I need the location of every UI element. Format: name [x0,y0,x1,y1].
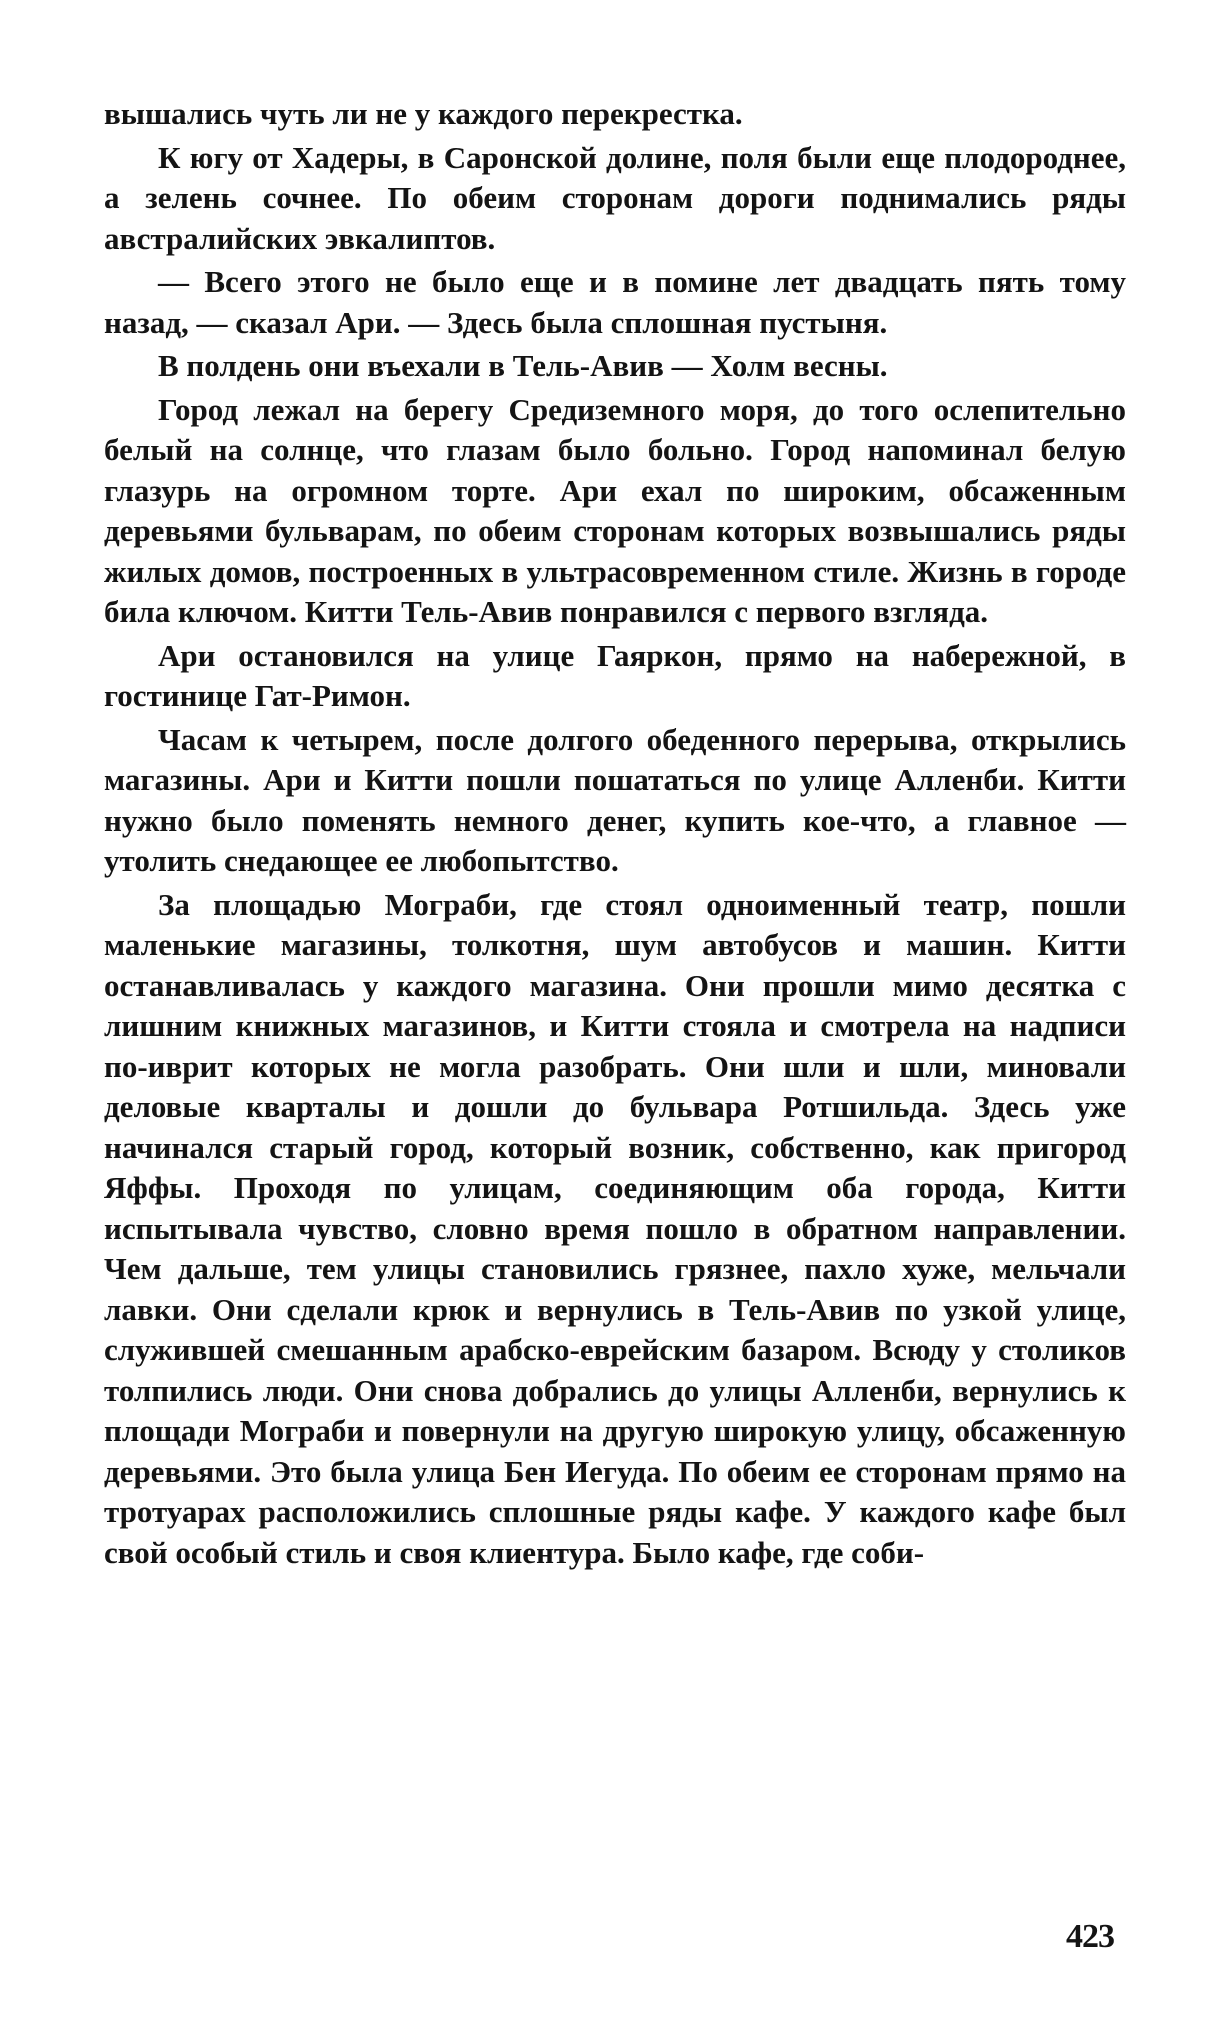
paragraph-1: вышались чуть ли не у каждого перекрестка. [104,96,743,131]
paragraph-6: Ари остановился на улице Гаяркон, прямо на набережной, в гостинице Гат-Римон. [104,637,1126,713]
page-body [104,94,1126,1576]
paragraph-7: Часам к четырем, после долгого обеденного перерыва, открылись магазины. Ари и Китти пошли пошататься по улице Алленби. Китти нужно было поменять немного денег, купить кое-что, а главное — утолить снедающее ее любопытство. [104,721,1126,878]
paragraph-5: Город лежал на берегу Средиземного моря, до того ослепительно белый на солнце, что глазам было больно. Город напоминал белую глазурь на огромном торте. Ари ехал по широким, обсаженным деревьями бульварам, по обеим сторонам которых возвышались ряды жилых домов, построенных в ультрасовременном стиле. Жизнь в городе била ключом. Китти Тель-Авив понравился с первого взгляда. [104,391,1126,629]
paragraph-4: В полдень они въехали в Тель-Авив — Холм весны. [158,348,888,383]
page-number: 423 [1066,1918,1114,1955]
paragraph-2: К югу от Хадеры, в Саронской долине, поля были еще плодороднее, а зелень сочнее. По обеим сторонам дороги поднимались ряды австралийских эвкалиптов. [104,139,1126,256]
paragraph-3: — Всего этого не было еще и в помине лет двадцать пять тому назад, — сказал Ари. — Здесь была сплошная пустыня. [104,264,1126,340]
paragraph-8: За площадью Мограби, где стоял одноименный театр, пошли маленькие магазины, толкотня, шум автобусов и машин. Китти останавливалась у каждого магазина. Они прошли мимо десятка с лишним книжных магазинов, и Китти стояла и смотрела на надписи по-иврит которых не могла разобрать. Они шли и шли, миновали деловые кварталы и дошли до бульвара Ротшильда. Здесь уже начинался старый город, который возник, собственно, как пригород Яффы. Проходя по улицам, соединяющим оба города, Китти испытывала чувство, словно время пошло в обратном направлении. Чем дальше, тем улицы становились грязнее, пахло хуже, мельчали лавки. Они сделали крюк и вернулись в Тель-Авив по узкой улице, служившей смешанным арабско-еврейским базаром. Всюду у столиков толпились люди. Они снова добрались до улицы Алленби, вернулись к площади Мограби и повернули на другую широкую улицу, обсаженную деревьями. Это была улица Бен Иегуда. По обеим ее сторонам прямо на тротуарах расположились сплошные ряды кафе. У каждого кафе был свой особый стиль и своя клиентура. Было кафе, где соби- [104,886,1126,1570]
